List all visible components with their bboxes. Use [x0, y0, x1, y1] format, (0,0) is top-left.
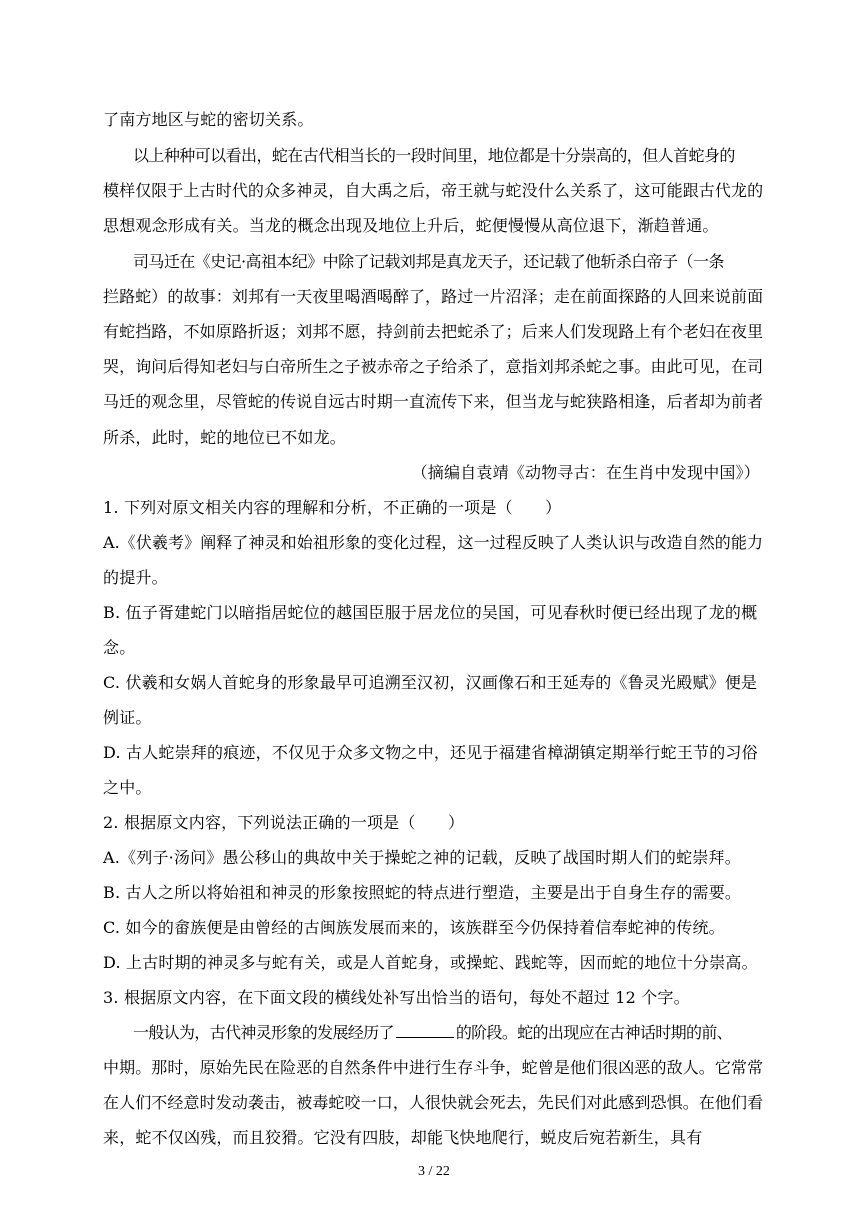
- q2-option-b: B. 古人之所以将始祖和神灵的形象按照蛇的特点进行塑造，主要是出于自身生存的需要。: [103, 883, 742, 902]
- paragraph-line: 思想观念形成有关。当龙的概念出现及地位上升后，蛇便慢慢从高位退下，渐趋普通。: [103, 216, 719, 235]
- q1-option-b-cont: 念。: [103, 638, 136, 657]
- question-1-stem: 1. 下列对原文相关内容的理解和分析，不正确的一项是（ ）: [103, 498, 562, 517]
- q1-option-d-cont: 之中。: [103, 778, 152, 797]
- paragraph-line: 哭，询问后得知老妇与白帝所生之子被赤帝之子给杀了，意指刘邦杀蛇之事。由此可见，在司: [103, 357, 764, 376]
- q1-option-b: B. 伍子胥建蛇门以暗指居蛇位的越国臣服于居龙位的吴国，可见春秋时便已经出现了龙的概: [103, 603, 758, 622]
- q1-option-c-cont: 例证。: [103, 708, 152, 727]
- q2-option-a: A.《列子·汤问》愚公移山的典故中关于操蛇之神的记载，反映了战国时期人们的蛇崇拜。: [103, 848, 741, 867]
- q1-option-a-cont: 的提升。: [103, 568, 168, 587]
- q1-option-a: A.《伏羲考》阐释了神灵和始祖形象的变化过程，这一过程反映了人类认识与改造自然的能力: [103, 533, 764, 552]
- page-number: 3 / 22: [418, 1164, 450, 1179]
- paragraph-line: 以上种种可以看出，蛇在古代相当长的一段时间里，地位都是十分崇高的，但人首蛇身的: [133, 146, 735, 165]
- paragraph-line: 有蛇挡路，不如原路折返；刘邦不愿，持剑前去把蛇杀了；后来人们发现路上有个老妇在夜里: [103, 322, 764, 341]
- paragraph-line: 了南方地区与蛇的密切关系。: [103, 110, 314, 129]
- q3-passage-line: [133, 1023, 793, 1043]
- paragraph-line: 所杀，此时，蛇的地位已不如龙。: [103, 428, 347, 447]
- paragraph-line: 马迁的观念里，尽管蛇的传说自远古时期一直流传下来，但当龙与蛇狭路相逢，后者却为前者: [103, 392, 764, 411]
- q2-option-c: C. 如今的畲族便是由曾经的古闽族发展而来的，该族群至今仍保持着信奉蛇神的传统。: [103, 918, 725, 937]
- paragraph-line: 模样仅限于上古时代的众多神灵，自大禹之后，帝王就与蛇没什么关系了，这可能跟古代龙的: [103, 181, 764, 200]
- q2-option-d: D. 上古时期的神灵多与蛇有关，或是人首蛇身，或操蛇、践蛇等，因而蛇的地位十分崇高。: [103, 953, 758, 972]
- paragraph-line: 司马迁在《史记·高祖本纪》中除了记载刘邦是真龙天子，还记载了他斩杀白帝子（一条: [133, 252, 724, 271]
- q1-option-d: D. 古人蛇崇拜的痕迹，不仅见于众多文物之中，还见于福建省樟湖镇定期举行蛇王节的习俗: [103, 743, 758, 762]
- paragraph-line: 拦路蛇）的故事：刘邦有一天夜里喝酒喝醉了，路过一片沼泽；走在前面探路的人回来说前面: [103, 287, 764, 306]
- q3-text-b: 的阶段。蛇的出现应在古神话时期的前、: [455, 1023, 733, 1042]
- question-3-stem: 3. 根据原文内容，在下面文段的横线处补写出恰当的语句，每处不超过 12 个字。: [103, 988, 690, 1007]
- q3-text-a: 一般认为，古代神灵形象的发展经历了: [133, 1023, 394, 1042]
- q1-option-c: C. 伏羲和女娲人首蛇身的形象最早可追溯至汉初，汉画像石和王延寿的《鲁灵光殿赋》便是: [103, 673, 758, 692]
- answer-blank[interactable]: [396, 1023, 454, 1038]
- question-2-stem: 2. 根据原文内容，下列说法正确的一项是（ ）: [103, 813, 465, 832]
- q3-passage-line: 中期。那时，原始先民在险恶的自然条件中进行生存斗争，蛇曾是他们很凶恶的敌人。它常常: [103, 1058, 764, 1077]
- source-citation: （摘编自袁靖《动物寻古：在生肖中发现中国》）: [411, 463, 760, 482]
- q3-passage-line: 来，蛇不仅凶残，而且狡猾。它没有四肢，却能飞快地爬行，蜕皮后宛若新生，具有: [103, 1128, 703, 1147]
- q3-passage-line: 在人们不经意时发动袭击，被毒蛇咬一口，人很快就会死去，先民们对此感到恐惧。在他们看: [103, 1093, 764, 1112]
